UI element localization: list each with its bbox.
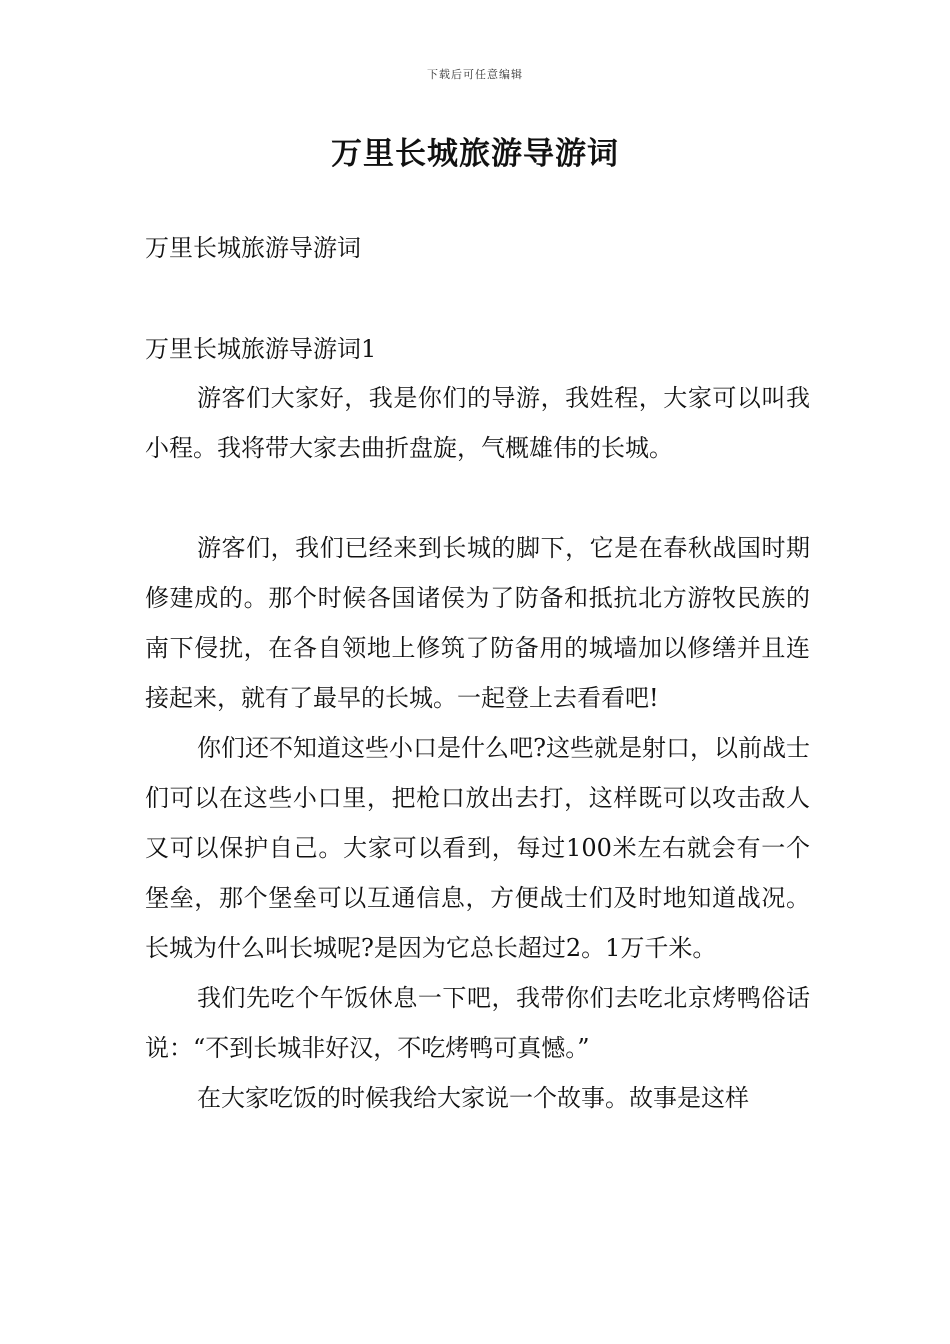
paragraph-block-2 <box>145 523 810 1123</box>
paragraph: 游客们大家好，我是你们的导游，我姓程，大家可以叫我小程。我将带大家去曲折盘旋，气概雄伟的长城。 <box>145 384 810 462</box>
paragraph: 在大家吃饭的时候我给大家说一个故事。故事是这样 <box>197 1084 749 1112</box>
document-title: 万里长城旅游导游词 <box>331 136 619 172</box>
paragraph-block-1 <box>145 373 810 473</box>
document-subtitle: 万里长城旅游导游词 <box>145 234 361 262</box>
section-heading: 万里长城旅游导游词1 <box>145 335 377 363</box>
paragraph: 你们还不知道这些小口是什么吧?这些就是射口，以前战士们可以在这些小口里，把枪口放出去打，这样既可以攻击敌人又可以保护自己。大家可以看到，每过100米左右就会有一个堡垒，那个堡垒可以互通信息，方便战士们及时地知道战况。长城为什么叫长城呢?是因为它总长超过2。1万千米。 <box>145 734 810 962</box>
paragraph: 我们先吃个午饭休息一下吧，我带你们去吃北京烤鸭俗话说：“不到长城非好汉，不吃烤鸭可真憾。” <box>145 984 810 1062</box>
header-note: 下载后可任意编辑 <box>427 68 523 81</box>
paragraph: 游客们，我们已经来到长城的脚下，它是在春秋战国时期修建成的。那个时候各国诸侯为了防备和抵抗北方游牧民族的南下侵扰，在各自领地上修筑了防备用的城墙加以修缮并且连接起来，就有了最早的长城。一起登上去看看吧! <box>145 534 810 712</box>
